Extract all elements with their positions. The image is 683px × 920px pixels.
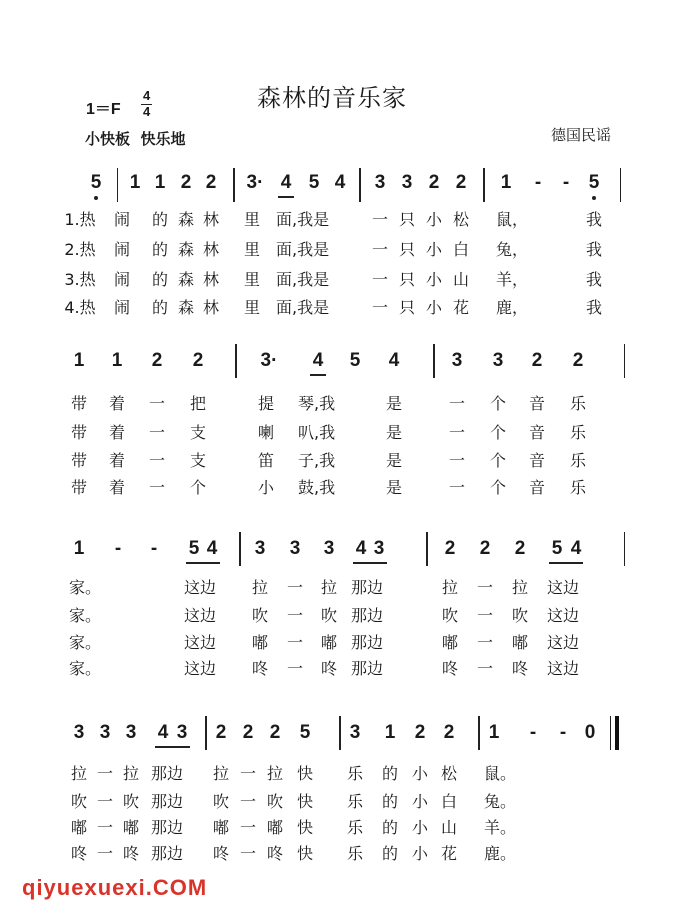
note: 3 <box>373 538 385 559</box>
note: 1 <box>384 722 396 743</box>
site-watermark: qiyuexuexi.COM <box>22 875 208 900</box>
note: 3 <box>73 722 85 743</box>
note: 3· <box>260 350 278 371</box>
bar-line <box>239 532 241 566</box>
note: 5 <box>308 172 320 193</box>
bar-line <box>235 344 237 378</box>
note: 2 <box>180 172 192 193</box>
bar-line <box>620 168 621 202</box>
note: - <box>534 172 542 193</box>
note: 0 <box>584 722 596 743</box>
eighth-underline <box>155 746 190 748</box>
time-signature-bottom: 4 <box>143 104 151 119</box>
note: 4 <box>388 350 400 371</box>
note: 2 <box>151 350 163 371</box>
song-title: 森林的音乐家 <box>257 84 407 112</box>
final-bar-thick <box>615 716 619 750</box>
bar-line <box>483 168 485 202</box>
staff-line-1: 5 1 1 2 2 3· 4 5 4 3 3 2 2 1 - - 5 1.热 闹 的 森 林 里 面,我是 一 只 小 松 鼠， 我 2.热 闹 的 森 林 里 面,我是 一 只 小 白 兔， 我 3.热 闹 的 森 林 里 面,我是 一 只 小 山 羊， 我 4.热 闹 的 森 林 里 面,我是 一 只 小 花 鹿， 我 <box>0 168 683 318</box>
staff-line-4: 3 3 3 4 3 2 2 2 5 3 1 2 2 1 - - 0 拉 一 拉 那边 拉 一 拉 快 乐 的 小 松 鼠。 吹 一 吹 那边 吹 一 吹 快 乐 的 小 白 兔。 嘟 一 嘟 那边 嘟 一 嘟 快 乐 的 小 山 羊。 咚 一 咚 那边 咚 一 咚 快 乐 的 小 花 鹿。 <box>0 714 683 874</box>
note: 3 <box>349 722 361 743</box>
note: 3 <box>451 350 463 371</box>
final-bar-thin <box>610 716 611 750</box>
note: 3 <box>125 722 137 743</box>
bar-line <box>624 532 625 566</box>
note: 3 <box>492 350 504 371</box>
note: 3· <box>246 172 264 193</box>
note: 4 <box>280 172 292 193</box>
note: 4 <box>334 172 346 193</box>
staff-line-3: 1 - - 5 4 3 3 3 4 3 2 2 2 5 4 家。 这边 拉 一 拉 那边 拉 一 拉 这边 家。 这边 吹 一 吹 那边 吹 一 吹 这边 家。 这边 嘟 一 嘟 那边 嘟 一 嘟 这边 家。 这边 咚 一 咚 那边 咚 一 咚 这边 <box>0 530 683 680</box>
note: 2 <box>242 722 254 743</box>
note: 3 <box>254 538 266 559</box>
note: 1 <box>129 172 141 193</box>
staff-line-2: 1 1 2 2 3· 4 5 4 3 3 2 2 带 着 一 把 提 琴,我 是 一 个 音 乐 带 着 一 支 喇 叭,我 是 一 个 音 乐 带 着 一 支 笛 子,我 是 一 个 音 乐 带 着 一 个 小 鼓,我 是 一 个 音 乐 <box>0 344 683 494</box>
note: 1 <box>73 538 85 559</box>
note: 2 <box>572 350 584 371</box>
note: 2 <box>479 538 491 559</box>
bar-line <box>339 716 341 750</box>
note: 2 <box>443 722 455 743</box>
note: 5 <box>588 172 600 193</box>
note: 1 <box>500 172 512 193</box>
note: 3 <box>401 172 413 193</box>
note: 4 <box>355 538 367 559</box>
eighth-underline <box>310 374 326 376</box>
note: 5 <box>188 538 200 559</box>
bar-line <box>205 716 207 750</box>
note: 5 <box>299 722 311 743</box>
note: 5 <box>551 538 563 559</box>
eighth-underline <box>353 562 387 564</box>
low-octave-dot <box>94 196 98 200</box>
eighth-underline <box>549 562 583 564</box>
time-signature-top: 4 <box>143 88 151 103</box>
note: - <box>150 538 158 559</box>
note: 2 <box>192 350 204 371</box>
note: 2 <box>444 538 456 559</box>
note: 3 <box>289 538 301 559</box>
tempo-marking: 小快板 快乐地 <box>85 130 186 148</box>
bar-line <box>624 344 625 378</box>
note: 2 <box>205 172 217 193</box>
bar-line <box>117 168 118 202</box>
note: 2 <box>215 722 227 743</box>
bar-line <box>478 716 480 750</box>
note: 1 <box>488 722 500 743</box>
note: 3 <box>176 722 188 743</box>
note: 2 <box>531 350 543 371</box>
note: 4 <box>570 538 582 559</box>
note: 1 <box>111 350 123 371</box>
note: 3 <box>323 538 335 559</box>
eighth-underline <box>278 196 294 198</box>
note: 2 <box>414 722 426 743</box>
note: - <box>529 722 537 743</box>
bar-line <box>426 532 428 566</box>
bar-line <box>433 344 435 378</box>
note: - <box>114 538 122 559</box>
note: 2 <box>428 172 440 193</box>
note: 2 <box>455 172 467 193</box>
origin-credit: 德国民谣 <box>551 126 612 144</box>
note: 1 <box>154 172 166 193</box>
note: 1 <box>73 350 85 371</box>
bar-line <box>233 168 235 202</box>
note: - <box>559 722 567 743</box>
note: 4 <box>312 350 324 371</box>
low-octave-dot <box>592 196 596 200</box>
note: 4 <box>206 538 218 559</box>
note: 3 <box>374 172 386 193</box>
note: 3 <box>99 722 111 743</box>
key-signature: 1＝F <box>86 101 121 118</box>
note: 2 <box>514 538 526 559</box>
note: 5 <box>349 350 361 371</box>
note: 2 <box>269 722 281 743</box>
note: - <box>562 172 570 193</box>
eighth-underline <box>186 562 220 564</box>
bar-line <box>359 168 361 202</box>
note: 5 <box>90 172 102 193</box>
note: 4 <box>157 722 169 743</box>
